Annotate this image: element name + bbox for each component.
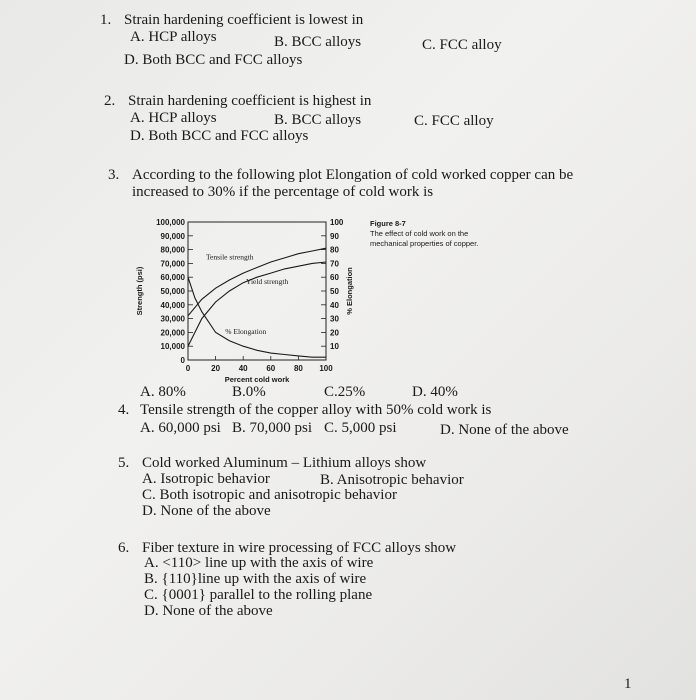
q5-number: 5.: [118, 455, 130, 471]
q5-option-c: C. Both isotropic and anisotropic behavior: [142, 487, 397, 503]
y2-tick-label: 60: [330, 273, 339, 283]
y-tick-label: 70,000: [160, 259, 185, 269]
y2-tick-label: 30: [330, 314, 339, 324]
y-tick-label: 50,000: [160, 287, 185, 296]
x-tick-label: 0: [185, 364, 191, 373]
y2-tick-label: 40: [330, 300, 339, 310]
q2-stem: Strain hardening coefficient is highest in: [128, 93, 372, 109]
y2-tick-label: 10: [330, 342, 339, 352]
y-tick-label: 90,000: [160, 231, 185, 241]
y2-tick-label: 80: [330, 245, 339, 255]
q2-option-d: D. Both BCC and FCC alloys: [130, 128, 309, 144]
q3-number: 3.: [108, 167, 120, 183]
x-tick-label: 80: [293, 364, 303, 373]
series-label-2: % Elongation: [225, 326, 267, 336]
q3-stem-line1: According to the following plot Elongation of cold worked copper can be: [132, 167, 574, 183]
x-tick-label: 60: [266, 364, 276, 373]
q1-option-d: D. Both BCC and FCC alloys: [124, 52, 303, 68]
q5-option-a: A. Isotropic behavior: [142, 471, 270, 487]
x-tick-label: 40: [238, 364, 248, 373]
y2-tick-label: 20: [330, 328, 339, 338]
q4-option-b: B. 70,000 psi: [232, 420, 313, 436]
figure-caption-line2: mechanical properties of copper.: [370, 239, 479, 248]
series-label-0: Tensile strength: [205, 252, 254, 262]
q5-option-d: D. None of the above: [142, 503, 271, 519]
q4-option-a: A. 60,000 psi: [140, 420, 221, 436]
q3-stem-line2: increased to 30% if the percentage of cold work is: [132, 184, 434, 200]
q2-option-b: B. BCC alloys: [274, 112, 362, 128]
y-tick-label: 20,000: [160, 328, 185, 338]
q6-stem: Fiber texture in wire processing of FCC alloys show: [142, 540, 457, 556]
q1-option-b: B. BCC alloys: [274, 34, 362, 50]
q2-number: 2.: [104, 93, 116, 109]
q6-option-a: A. <110> line up with the axis of wire: [144, 555, 374, 571]
figure-caption-line1: The effect of cold work on the: [370, 229, 469, 238]
q3-option-d: D. 40%: [412, 384, 458, 400]
y2-tick-label: 100: [330, 218, 344, 227]
y-tick-label: 10,000: [160, 342, 185, 352]
y-tick-label: 30,000: [160, 314, 185, 324]
q4-stem: Tensile strength of the copper alloy with 50% cold work is: [140, 402, 492, 418]
y-tick-label: 80,000: [160, 245, 185, 255]
q3-option-c: C.25%: [324, 384, 366, 400]
y2-tick-label: 90: [330, 231, 339, 241]
q5-option-b: B. Anisotropic behavior: [320, 472, 464, 488]
q6-option-c: C. {0001} parallel to the rolling plane: [144, 587, 373, 603]
y-tick-label: 60,000: [160, 273, 185, 283]
q1-option-a: A. HCP alloys: [130, 29, 217, 45]
q2-option-c: C. FCC alloy: [414, 113, 494, 129]
plot-frame: [188, 222, 326, 360]
q1-stem: Strain hardening coefficient is lowest in: [124, 12, 364, 28]
figure-label: Figure 8-7: [370, 219, 406, 228]
y2-axis-label: % Elongation: [345, 267, 354, 315]
x-tick-label: 20: [211, 364, 221, 373]
series-label-1: Yield strength: [245, 277, 289, 287]
q1-option-c: C. FCC alloy: [422, 37, 502, 53]
q3-option-a: A. 80%: [140, 384, 186, 400]
x-axis-label: Percent cold work: [224, 375, 290, 384]
q4-number: 4.: [118, 402, 130, 418]
q4-option-c: C. 5,000 psi: [324, 420, 397, 436]
series-line-2: [188, 277, 326, 357]
y2-tick-label: 50: [330, 287, 339, 296]
y-tick-label: 40,000: [160, 300, 185, 310]
y2-tick-label: 70: [330, 259, 339, 269]
y-tick-label: 0: [180, 356, 185, 365]
page-number: 1: [624, 676, 632, 692]
q6-option-d: D. None of the above: [144, 603, 273, 619]
q6-number: 6.: [118, 540, 130, 556]
y-axis-label: Strength (psi): [135, 266, 144, 316]
x-tick-label: 100: [319, 364, 333, 373]
q2-option-a: A. HCP alloys: [130, 110, 217, 126]
q1-number: 1.: [100, 12, 112, 28]
y-tick-label: 100,000: [156, 218, 185, 227]
q4-option-d: D. None of the above: [440, 422, 569, 438]
q6-option-b: B. {110}line up with the axis of wire: [144, 571, 367, 587]
q3-option-b: B.0%: [232, 384, 266, 400]
q5-stem: Cold worked Aluminum – Lithium alloys show: [142, 455, 427, 471]
